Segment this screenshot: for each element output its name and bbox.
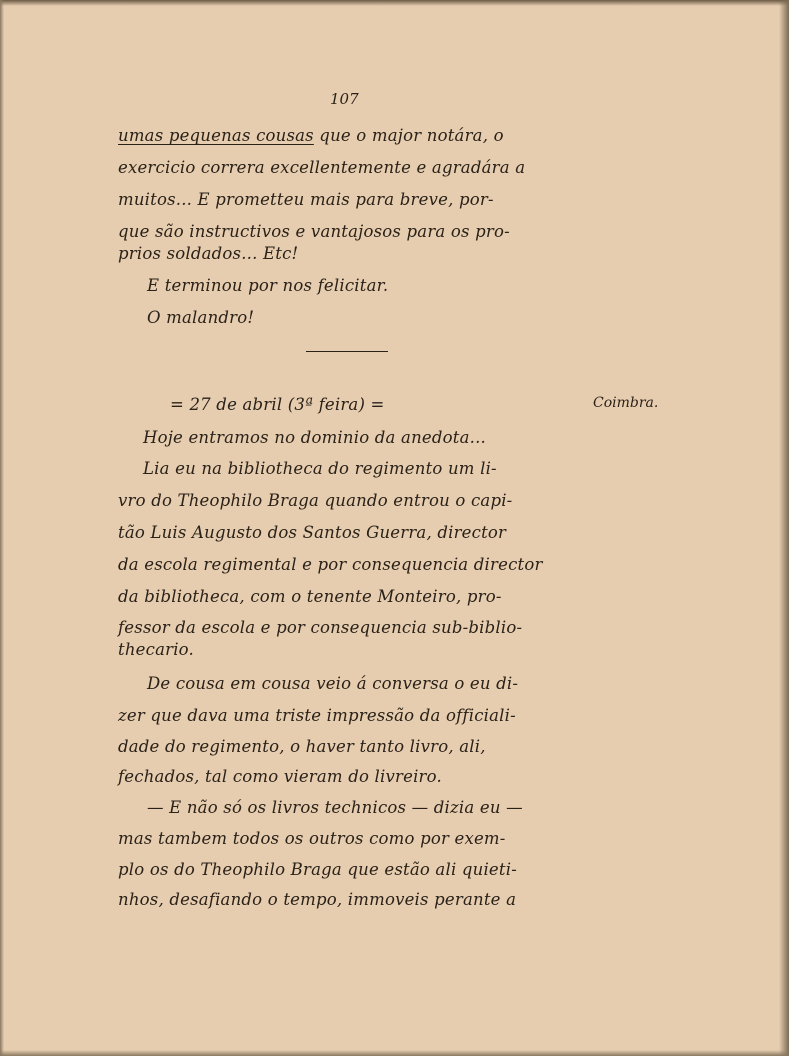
text-line: Lia eu na bibliotheca do regimento um li- — [143, 459, 497, 478]
text-line: zer que dava uma triste impressão da officiali- — [118, 706, 516, 725]
page-edge-left — [0, 0, 4, 1056]
text-line — [118, 126, 504, 145]
text-line: plo os do Theophilo Braga que estão ali quieti- — [118, 860, 517, 879]
section-heading: = 27 de abril (3ª feira) = — [170, 395, 385, 414]
text-line: que são instructivos e vantajosos para os pro- — [118, 222, 510, 241]
page-edge-right — [779, 0, 789, 1056]
section-separator — [306, 351, 388, 352]
text-line: da bibliotheca, com o tenente Monteiro, pro- — [118, 587, 502, 606]
line-text: que o major notára, o — [313, 126, 504, 145]
text-line: mas tambem todos os outros como por exem- — [118, 829, 506, 848]
text-line: thecario. — [118, 640, 194, 659]
text-line: prios soldados... Etc! — [118, 244, 299, 263]
text-line: da escola regimental e por consequencia director — [118, 555, 543, 574]
page-number: 107 — [330, 90, 359, 108]
text-line: — E não só os livros technicos — dizia eu — — [147, 798, 523, 817]
text-line: E terminou por nos felicitar. — [147, 276, 389, 295]
text-line: exercicio correra excellentemente e agradára a — [118, 158, 526, 177]
page-edge-top — [0, 0, 789, 6]
text-line: tão Luis Augusto dos Santos Guerra, director — [118, 523, 507, 542]
text-line: Hoje entramos no dominio da anedota... — [143, 428, 486, 447]
text-line: O malandro! — [147, 308, 255, 327]
text-line: vro do Theophilo Braga quando entrou o capi- — [118, 491, 513, 510]
margin-note: Coimbra. — [593, 395, 659, 411]
underlined-phrase: umas pequenas cousas — [118, 126, 314, 145]
text-line: nhos, desafiando o tempo, immoveis perante a — [118, 890, 517, 909]
text-line: De cousa em cousa veio á conversa o eu di- — [147, 674, 519, 693]
text-line: fechados, tal como vieram do livreiro. — [118, 767, 442, 786]
text-line: muitos... E prometteu mais para breve, por- — [118, 190, 494, 209]
page-edge-bottom — [0, 1050, 789, 1056]
text-line: fessor da escola e por consequencia sub-biblio- — [118, 618, 523, 637]
text-line: dade do regimento, o haver tanto livro, ali, — [118, 737, 486, 756]
